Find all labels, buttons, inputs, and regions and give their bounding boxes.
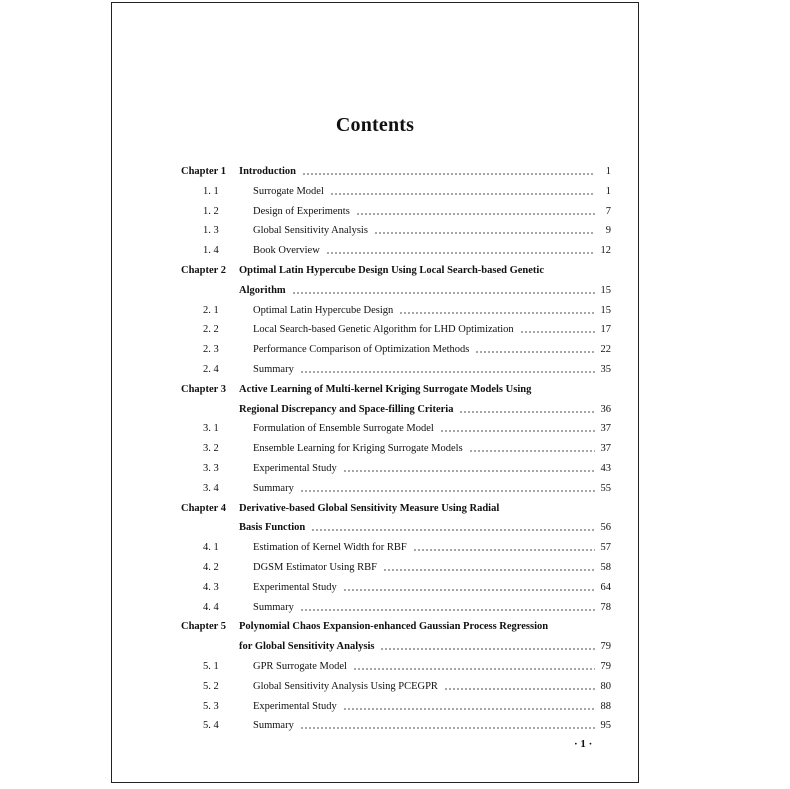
toc-section-title: Global Sensitivity Analysis Using PCEGPR [253, 680, 438, 692]
toc-section-number: 3. 2 [203, 443, 219, 455]
toc-section-row [181, 223, 611, 237]
toc-leader-dots [413, 549, 595, 551]
toc-chapter-row [181, 382, 611, 396]
toc-leader-dots [300, 490, 595, 492]
toc-section-number: 3. 4 [203, 482, 219, 494]
toc-chapter-row [181, 164, 611, 178]
toc-page-number: 80 [600, 680, 611, 692]
toc-section-title: GPR Surrogate Model [253, 661, 347, 672]
toc-section-title: Global Sensitivity Analysis [253, 225, 368, 237]
toc-page-number: 88 [600, 700, 611, 712]
toc-chapter-title: Polynomial Chaos Expansion-enhanced Gaussian Process Regression [239, 621, 549, 633]
toc-page-number: 56 [600, 522, 611, 534]
toc-section-number: 5. 3 [203, 700, 219, 712]
toc-section-number: 1. 3 [203, 225, 219, 237]
toc-section-number: 1. 2 [203, 205, 219, 217]
toc-leader-dots [330, 193, 595, 195]
toc-section-number: 3. 3 [203, 463, 219, 474]
toc-section-row [181, 441, 611, 455]
toc-section-title: Experimental Study [253, 463, 337, 474]
toc-section-number: 5. 4 [203, 720, 219, 732]
toc-page-number: 12 [600, 245, 611, 257]
toc-leader-dots [343, 470, 595, 472]
toc-chapter-title: Introduction [239, 166, 296, 177]
toc-leader-dots [343, 708, 595, 710]
toc-leader-dots [374, 232, 595, 234]
toc-section-title: Ensemble Learning for Kriging Surrogate Models [253, 443, 463, 455]
toc-page-number: 79 [600, 641, 611, 653]
toc-page-number: 95 [600, 720, 611, 732]
toc-page-number: 22 [600, 344, 611, 356]
toc-section-title: Book Overview [253, 245, 320, 257]
toc-chapter-title: Active Learning of Multi-kernel Kriging Surrogate Models Using [239, 383, 532, 395]
toc-page-number: 58 [600, 562, 611, 573]
toc-section-number: 4. 2 [203, 562, 219, 573]
toc-section-title: Experimental Study [253, 581, 337, 593]
toc-section-number: 2. 4 [203, 364, 219, 375]
toc-chapter-number: Chapter 1 [181, 166, 227, 177]
toc-leader-dots [300, 727, 595, 729]
toc-section-number: 4. 4 [203, 601, 219, 613]
toc-leader-dots [311, 529, 594, 531]
toc-page-number: 57 [600, 542, 611, 554]
toc-leader-dots [380, 648, 594, 650]
toc-leader-dots [475, 351, 594, 353]
toc-chapter-number: Chapter 2 [181, 265, 227, 276]
toc-section-title: Summary [253, 364, 294, 375]
toc-leader-dots [353, 668, 595, 670]
toc-section-row [181, 679, 611, 693]
toc-chapter-row-continued [181, 402, 611, 416]
toc-section-number: 3. 1 [203, 423, 219, 435]
toc-section-row [181, 322, 611, 336]
toc-section-row [181, 560, 611, 574]
page-number: · 1 · [574, 738, 593, 750]
toc-page-number: 15 [600, 304, 611, 316]
toc-section-row [181, 580, 611, 594]
toc-chapter-number: Chapter 3 [181, 383, 227, 395]
toc-chapter-number: Chapter 5 [181, 621, 227, 633]
toc-section-row [181, 184, 611, 198]
toc-page-number: 35 [600, 364, 611, 375]
toc-section-title: Summary [253, 720, 294, 732]
toc-section-title: Formulation of Ensemble Surrogate Model [253, 423, 434, 435]
toc-chapter-number: Chapter 4 [181, 502, 227, 514]
toc-leader-dots [300, 609, 595, 611]
toc-section-title: Local Search-based Genetic Algorithm for LHD Optimization [253, 324, 514, 336]
toc-section-title: Optimal Latin Hypercube Design [253, 304, 394, 316]
toc-section-title: Experimental Study [253, 700, 337, 712]
toc-page-number: 15 [600, 284, 611, 296]
toc-page-number: 9 [605, 225, 611, 237]
page-title: Contents [335, 114, 415, 136]
toc-leader-dots [440, 430, 595, 432]
toc-leader-dots [399, 312, 594, 314]
toc-section-row [181, 718, 611, 732]
toc-chapter-row-continued [181, 639, 611, 653]
toc-section-row [181, 243, 611, 257]
toc-leader-dots [302, 173, 595, 175]
toc-leader-dots [469, 450, 595, 452]
toc-section-row [181, 481, 611, 495]
toc-page-number: 79 [600, 661, 611, 672]
toc-leader-dots [383, 569, 595, 571]
toc-section-row [181, 659, 611, 673]
toc-page-number: 1 [605, 185, 611, 197]
toc-chapter-title-continued: Basis Function [239, 522, 306, 534]
toc-page-number: 43 [600, 463, 611, 474]
toc-page-number: 64 [600, 581, 611, 593]
toc-section-number: 2. 3 [203, 344, 219, 356]
toc-chapter-title-continued: Algorithm [239, 284, 286, 296]
toc-chapter-row-continued [181, 283, 611, 297]
toc-leader-dots [356, 213, 595, 215]
toc-section-row [181, 342, 611, 356]
toc-section-title: DGSM Estimator Using RBF [253, 562, 377, 573]
toc-section-number: 2. 2 [203, 324, 219, 336]
toc-section-row [181, 461, 611, 475]
toc-chapter-title-continued: Regional Discrepancy and Space-filling Criteria [239, 403, 454, 415]
toc-section-number: 4. 3 [203, 581, 219, 593]
toc-chapter-row [181, 501, 611, 515]
toc-section-number: 1. 1 [203, 185, 219, 197]
toc-chapter-title: Optimal Latin Hypercube Design Using Local Search-based Genetic [239, 265, 544, 276]
toc-leader-dots [300, 371, 595, 373]
toc-page-number: 55 [600, 482, 611, 494]
toc-leader-dots [459, 411, 594, 413]
toc-chapter-row [181, 619, 611, 633]
toc-leader-dots [292, 292, 595, 294]
toc-section-title: Estimation of Kernel Width for RBF [253, 542, 407, 554]
toc-page-number: 36 [600, 403, 611, 415]
toc-page-number: 1 [605, 166, 611, 177]
toc-chapter-row [181, 263, 611, 277]
toc-section-title: Design of Experiments [253, 205, 350, 217]
toc-section-row [181, 421, 611, 435]
toc-page-number: 37 [600, 423, 611, 435]
toc-page-number: 37 [600, 443, 611, 455]
toc-page-number: 17 [600, 324, 611, 336]
toc-section-number: 5. 2 [203, 680, 219, 692]
toc-page-number: 7 [605, 205, 611, 217]
toc-leader-dots [520, 331, 595, 333]
toc-section-row [181, 204, 611, 218]
toc-section-title: Surrogate Model [253, 185, 324, 197]
toc-section-row [181, 303, 611, 317]
toc-section-row [181, 540, 611, 554]
toc-chapter-title-continued: for Global Sensitivity Analysis [239, 641, 375, 653]
toc-section-number: 1. 4 [203, 245, 219, 257]
toc-section-row [181, 699, 611, 713]
toc-section-row [181, 600, 611, 614]
toc-page-number: 78 [600, 601, 611, 613]
toc-section-row [181, 362, 611, 376]
book-page [111, 2, 639, 783]
toc-section-title: Summary [253, 601, 294, 613]
toc-section-number: 2. 1 [203, 304, 219, 316]
toc-section-title: Performance Comparison of Optimization Methods [253, 344, 470, 356]
toc-section-number: 4. 1 [203, 542, 219, 554]
toc-leader-dots [343, 589, 595, 591]
toc-section-title: Summary [253, 482, 294, 494]
toc-chapter-title: Derivative-based Global Sensitivity Measure Using Radial [239, 502, 500, 514]
toc-chapter-row-continued [181, 520, 611, 534]
toc-leader-dots [326, 252, 595, 254]
toc-section-number: 5. 1 [203, 661, 219, 672]
toc-leader-dots [444, 688, 595, 690]
